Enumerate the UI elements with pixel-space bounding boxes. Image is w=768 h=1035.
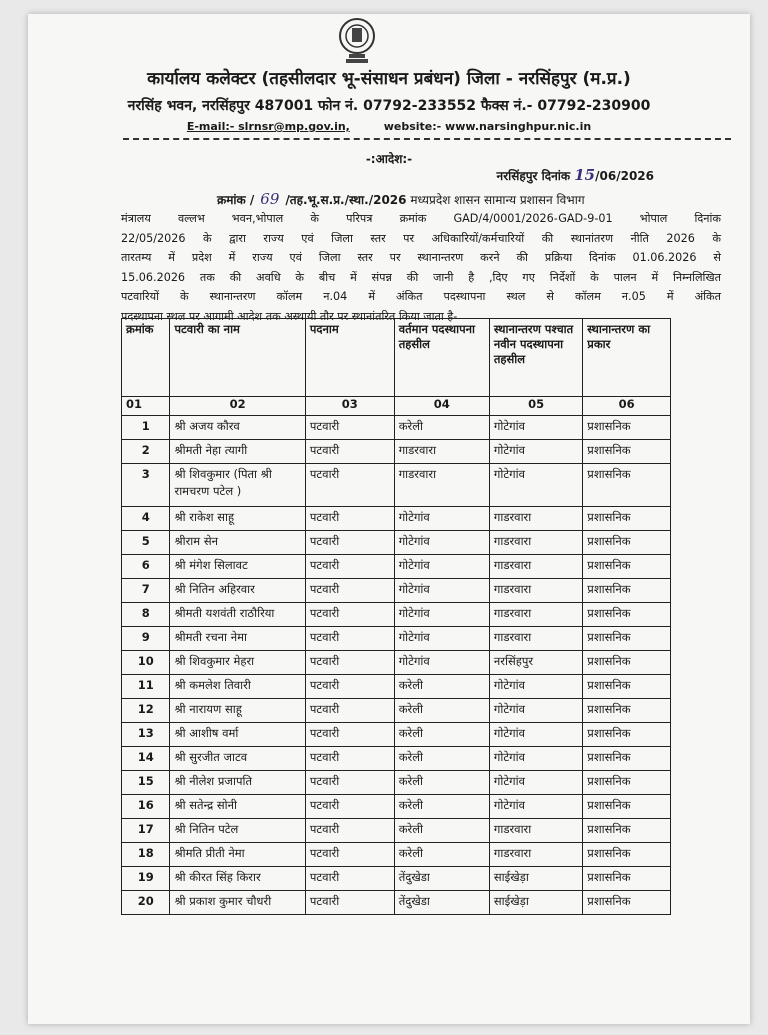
cell-name: श्री कमलेश तिवारी: [170, 675, 305, 699]
body-line: तारतम्य में प्रदेश में राज्य एवं जिला स्तर पर स्थानान्तरण करने की प्रक्रिया दिनांक 01.06.2026 से: [121, 251, 721, 264]
cell-name: श्रीमति प्रीती नेमा: [170, 843, 305, 867]
cell-sn: 16: [122, 795, 170, 819]
table-row: [122, 723, 671, 747]
table-row: [122, 555, 671, 579]
cell-post: पटवारी: [305, 795, 394, 819]
cell-current: करेली: [394, 747, 489, 771]
handwritten-ref-number: 69: [260, 190, 280, 208]
handwritten-day: 15: [574, 166, 596, 184]
table-row: [122, 531, 671, 555]
table-row: [122, 440, 671, 464]
cell-post: पटवारी: [305, 747, 394, 771]
cell-sn: 18: [122, 843, 170, 867]
cell-name: श्रीमती रचना नेमा: [170, 627, 305, 651]
col-header-sn: क्रमांक: [122, 319, 170, 397]
table-row: [122, 819, 671, 843]
cell-current: करेली: [394, 723, 489, 747]
cell-type: प्रशासनिक: [583, 843, 671, 867]
cell-name: श्री प्रकाश कुमार चौधरी: [170, 891, 305, 915]
cell-sn: 4: [122, 507, 170, 531]
cell-current: तेंदुखेडा: [394, 891, 489, 915]
contact-line: [28, 120, 750, 133]
cell-new: गाडरवारा: [489, 507, 582, 531]
table-header-row: [122, 319, 671, 397]
cell-current: गोटेगांव: [394, 603, 489, 627]
column-number-row: 01 02 03 04 05 06: [122, 397, 671, 416]
cell-current: करेली: [394, 795, 489, 819]
cell-new: गोटेगांव: [489, 795, 582, 819]
email-text: E-mail:- slrnsr@mp.gov.in,: [186, 120, 350, 133]
cell-name: श्री सुरजीत जाटव: [170, 747, 305, 771]
header-divider: [123, 138, 731, 140]
cell-type: प्रशासनिक: [583, 747, 671, 771]
cell-new: गोटेगांव: [489, 675, 582, 699]
cell-sn: 3: [122, 464, 170, 507]
cell-current: गाडरवारा: [394, 440, 489, 464]
cell-sn: 6: [122, 555, 170, 579]
cell-sn: 13: [122, 723, 170, 747]
order-body: [121, 209, 721, 326]
cell-post: पटवारी: [305, 603, 394, 627]
cell-post: पटवारी: [305, 819, 394, 843]
cell-current: तेंदुखेडा: [394, 867, 489, 891]
table-row: [122, 675, 671, 699]
cell-name: श्रीमती नेहा त्यागी: [170, 440, 305, 464]
order-title: -:आदेश:-: [365, 152, 413, 166]
cell-post: पटवारी: [305, 507, 394, 531]
cell-sn: 15: [122, 771, 170, 795]
cell-current: गोटेगांव: [394, 579, 489, 603]
cell-name: श्री शिवकुमार (पिता श्री रामचरण पटेल ): [170, 464, 305, 507]
cell-name: श्री राकेश साहू: [170, 507, 305, 531]
cell-current: करेली: [394, 771, 489, 795]
document-page: [28, 14, 750, 1024]
cell-post: पटवारी: [305, 699, 394, 723]
cell-sn: 5: [122, 531, 170, 555]
cell-new: गोटेगांव: [489, 699, 582, 723]
cell-post: पटवारी: [305, 531, 394, 555]
cell-new: गाडरवारा: [489, 555, 582, 579]
table-row: [122, 795, 671, 819]
address-line: नरसिंह भवन, नरसिंहपुर 487001 फोन नं. 07792-233552 फैक्स नं.- 07792-230900: [127, 98, 651, 114]
cell-type: प्रशासनिक: [583, 579, 671, 603]
cell-post: पटवारी: [305, 627, 394, 651]
cell-sn: 12: [122, 699, 170, 723]
cell-new: गोटेगांव: [489, 464, 582, 507]
table-row: [122, 627, 671, 651]
website-text: website:- www.narsinghpur.nic.in: [383, 120, 592, 133]
table-row: [122, 416, 671, 440]
cell-post: पटवारी: [305, 555, 394, 579]
body-line: मंत्रालय वल्लभ भवन,भोपाल के परिपत्र क्रमांक GAD/4/0001/2026-GAD-9-01 भोपाल दिनांक: [121, 212, 721, 225]
table-row: [122, 651, 671, 675]
cell-name: श्री शिवकुमार मेहरा: [170, 651, 305, 675]
cell-type: प्रशासनिक: [583, 675, 671, 699]
cell-new: गाडरवारा: [489, 819, 582, 843]
body-line: 15.06.2026 तक की अवधि के बीच में संपन्न की जानी है ,दिए गए निर्देशों के पालन में निम्नलिखित: [121, 270, 721, 284]
cell-sn: 7: [122, 579, 170, 603]
cell-type: प्रशासनिक: [583, 464, 671, 507]
cell-post: पटवारी: [305, 771, 394, 795]
cell-type: प्रशासनिक: [583, 440, 671, 464]
table-row: [122, 603, 671, 627]
cell-sn: 20: [122, 891, 170, 915]
cell-type: प्रशासनिक: [583, 627, 671, 651]
cell-current: गाडरवारा: [394, 464, 489, 507]
office-title: कार्यालय कलेक्टर (तहसीलदार भू-संसाधन प्रबंधन) जिला - नरसिंहपुर (म.प्र.): [147, 69, 631, 89]
cell-sn: 8: [122, 603, 170, 627]
state-emblem-icon: [336, 16, 378, 66]
cell-type: प्रशासनिक: [583, 603, 671, 627]
cell-sn: 14: [122, 747, 170, 771]
cell-type: प्रशासनिक: [583, 771, 671, 795]
body-line: पदस्थापना स्थल पर आगामी आदेश तक अस्थायी तौर पर स्थानांतरित किया जाता है-: [121, 309, 458, 323]
cell-type: प्रशासनिक: [583, 699, 671, 723]
cell-current: करेली: [394, 416, 489, 440]
cell-current: गोटेगांव: [394, 555, 489, 579]
cell-name: श्री आशीष वर्मा: [170, 723, 305, 747]
cell-post: पटवारी: [305, 464, 394, 507]
reference-line: क्रमांक / 69 /तह.भू.स.प्र./स्था./2026 मध्यप्रदेश शासन सामान्य प्रशासन विभाग: [217, 190, 585, 208]
cell-new: गाडरवारा: [489, 843, 582, 867]
cell-post: पटवारी: [305, 651, 394, 675]
cell-post: पटवारी: [305, 675, 394, 699]
cell-type: प्रशासनिक: [583, 795, 671, 819]
cell-type: प्रशासनिक: [583, 507, 671, 531]
cell-type: प्रशासनिक: [583, 416, 671, 440]
cell-sn: 1: [122, 416, 170, 440]
cell-new: नरसिंहपुर: [489, 651, 582, 675]
cell-current: गोटेगांव: [394, 507, 489, 531]
cell-sn: 11: [122, 675, 170, 699]
body-line: पटवारियों के स्थानान्तरण कॉलम न.04 में अंकित पदस्थापना स्थल से कॉलम न.05 में अंकित: [121, 290, 721, 303]
cell-name: श्री कीरत सिंह किरार: [170, 867, 305, 891]
cell-current: गोटेगांव: [394, 627, 489, 651]
col-header-type: स्थानान्तरण का प्रकार: [583, 319, 671, 397]
cell-new: साईखेड़ा: [489, 891, 582, 915]
col-header-post: पदनाम: [305, 319, 394, 397]
col-header-new: स्थानान्तरण पश्चात नवीन पदस्थापना तहसील: [489, 319, 582, 397]
order-date: नरसिंहपुर दिनांक 15/06/2026: [496, 166, 654, 184]
cell-type: प्रशासनिक: [583, 867, 671, 891]
cell-new: गाडरवारा: [489, 627, 582, 651]
cell-current: करेली: [394, 819, 489, 843]
cell-new: साईखेड़ा: [489, 867, 582, 891]
table-row: [122, 507, 671, 531]
cell-new: गाडरवारा: [489, 531, 582, 555]
cell-type: प्रशासनिक: [583, 555, 671, 579]
cell-type: प्रशासनिक: [583, 531, 671, 555]
cell-post: पटवारी: [305, 440, 394, 464]
cell-sn: 10: [122, 651, 170, 675]
cell-post: पटवारी: [305, 579, 394, 603]
cell-type: प्रशासनिक: [583, 891, 671, 915]
cell-type: प्रशासनिक: [583, 723, 671, 747]
cell-name: श्री मंगेश सिलावट: [170, 555, 305, 579]
cell-name: श्री नीलेश प्रजापति: [170, 771, 305, 795]
cell-post: पटवारी: [305, 843, 394, 867]
table-row: [122, 747, 671, 771]
table-row: [122, 771, 671, 795]
cell-post: पटवारी: [305, 867, 394, 891]
table-row: [122, 464, 671, 507]
cell-sn: 17: [122, 819, 170, 843]
table-row: [122, 579, 671, 603]
cell-new: गोटेगांव: [489, 440, 582, 464]
cell-new: गाडरवारा: [489, 603, 582, 627]
cell-current: गोटेगांव: [394, 651, 489, 675]
table-row: [122, 699, 671, 723]
cell-new: गाडरवारा: [489, 579, 582, 603]
cell-type: प्रशासनिक: [583, 819, 671, 843]
cell-name: श्री नारायण साहू: [170, 699, 305, 723]
cell-name: श्री नितिन पटेल: [170, 819, 305, 843]
cell-post: पटवारी: [305, 723, 394, 747]
table-row: [122, 891, 671, 915]
cell-current: गोटेगांव: [394, 531, 489, 555]
cell-new: गोटेगांव: [489, 723, 582, 747]
cell-post: पटवारी: [305, 416, 394, 440]
cell-name: श्री सतेन्द्र सोनी: [170, 795, 305, 819]
col-header-current: वर्तमान पदस्थापना तहसील: [394, 319, 489, 397]
table-row: [122, 843, 671, 867]
cell-sn: 2: [122, 440, 170, 464]
cell-type: प्रशासनिक: [583, 651, 671, 675]
table-row: [122, 867, 671, 891]
cell-sn: 19: [122, 867, 170, 891]
cell-name: श्रीमती यशवंती राठौरिया: [170, 603, 305, 627]
cell-post: पटवारी: [305, 891, 394, 915]
cell-current: करेली: [394, 675, 489, 699]
cell-name: श्री अजय कौरव: [170, 416, 305, 440]
cell-name: श्रीराम सेन: [170, 531, 305, 555]
cell-sn: 9: [122, 627, 170, 651]
cell-current: करेली: [394, 699, 489, 723]
cell-new: गोटेगांव: [489, 771, 582, 795]
cell-current: करेली: [394, 843, 489, 867]
cell-new: गोटेगांव: [489, 747, 582, 771]
col-header-name: पटवारी का नाम: [170, 319, 305, 397]
cell-name: श्री नितिन अहिरवार: [170, 579, 305, 603]
body-line: 22/05/2026 के द्वारा राज्य एवं जिला स्तर पर अधिकारियों/कर्मचारियों की स्थानांतरण नीति 2026 के: [121, 231, 721, 245]
transfer-table: [121, 318, 671, 915]
cell-new: गोटेगांव: [489, 416, 582, 440]
